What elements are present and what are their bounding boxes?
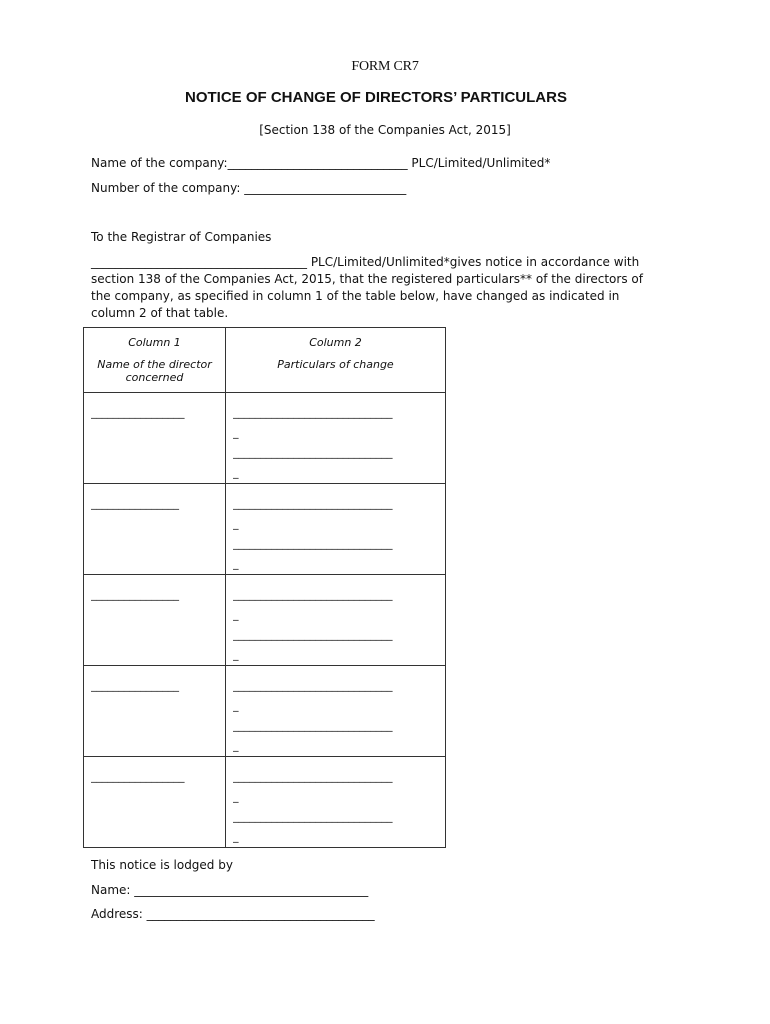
particulars-blank[interactable]: _: [233, 648, 239, 661]
page-title: NOTICE OF CHANGE OF DIRECTORS’ PARTICULARS: [185, 89, 567, 106]
notice-paragraph: ____________________________________ PLC/Limited/Unlimited*gives notice in accordance with section 138 of the Companies Act, 2015, that the registered particulars** of the directors of the company, as specified in column 1 of the table below, have changed as indicated in column 2 of that table.: [91, 255, 643, 320]
table-row: [84, 666, 446, 757]
director-name-cell: [84, 757, 226, 848]
table-row: [84, 393, 446, 484]
form-label: FORM CR7: [351, 59, 419, 74]
lodger-name-field[interactable]: Name: _______________________________________: [91, 883, 369, 897]
particulars-blank[interactable]: _____________________________: [233, 588, 393, 601]
particulars-blank[interactable]: _: [233, 608, 239, 621]
particulars-blank[interactable]: _: [233, 739, 239, 752]
table-row: [84, 575, 446, 666]
particulars-blank[interactable]: _: [233, 466, 239, 479]
particulars-blank[interactable]: _: [233, 790, 239, 803]
director-name-cell: [84, 666, 226, 757]
table-row: [84, 484, 446, 575]
particulars-blank[interactable]: _: [233, 557, 239, 570]
particulars-blank[interactable]: _____________________________: [233, 537, 393, 550]
company-name-field[interactable]: Name of the company:______________________________ PLC/Limited/Unlimited*: [91, 156, 551, 170]
director-name-blank[interactable]: ________________: [91, 497, 179, 510]
column-1-heading: Column 1: [128, 336, 181, 349]
table-row: [84, 757, 446, 848]
company-number-field[interactable]: Number of the company: ___________________________: [91, 181, 407, 195]
column-2-heading: Column 2: [309, 336, 362, 349]
director-name-blank[interactable]: _________________: [91, 770, 185, 783]
particulars-cell: [226, 575, 446, 666]
lodger-address-field[interactable]: Address: ______________________________________: [91, 907, 375, 921]
particulars-blank[interactable]: _____________________________: [233, 679, 393, 692]
particulars-blank[interactable]: _: [233, 517, 239, 530]
particulars-blank[interactable]: _____________________________: [233, 719, 393, 732]
particulars-blank[interactable]: _____________________________: [233, 446, 393, 459]
director-name-blank[interactable]: ________________: [91, 679, 179, 692]
particulars-blank[interactable]: _: [233, 426, 239, 439]
column-1-subheading: Name of the director concerned: [97, 358, 212, 384]
particulars-blank[interactable]: _____________________________: [233, 406, 393, 419]
particulars-cell: [226, 484, 446, 575]
director-name-blank[interactable]: _________________: [91, 406, 185, 419]
table-header-row: [84, 328, 446, 393]
director-name-cell: [84, 393, 226, 484]
column-2-subheading: Particulars of change: [277, 358, 394, 371]
director-changes-table: [83, 327, 446, 848]
director-name-cell: [84, 575, 226, 666]
director-name-cell: [84, 484, 226, 575]
particulars-cell: [226, 757, 446, 848]
column-2-header: [226, 328, 446, 393]
particulars-blank[interactable]: _: [233, 830, 239, 843]
column-1-header: [84, 328, 226, 393]
particulars-cell: [226, 393, 446, 484]
lodged-by-label: This notice is lodged by: [91, 858, 233, 872]
registrar-salutation: To the Registrar of Companies: [91, 230, 272, 244]
particulars-cell: [226, 666, 446, 757]
section-reference: [Section 138 of the Companies Act, 2015]: [259, 123, 511, 137]
particulars-blank[interactable]: _____________________________: [233, 810, 393, 823]
particulars-blank[interactable]: _: [233, 699, 239, 712]
particulars-blank[interactable]: _____________________________: [233, 628, 393, 641]
particulars-blank[interactable]: _____________________________: [233, 770, 393, 783]
particulars-blank[interactable]: _____________________________: [233, 497, 393, 510]
director-name-blank[interactable]: ________________: [91, 588, 179, 601]
